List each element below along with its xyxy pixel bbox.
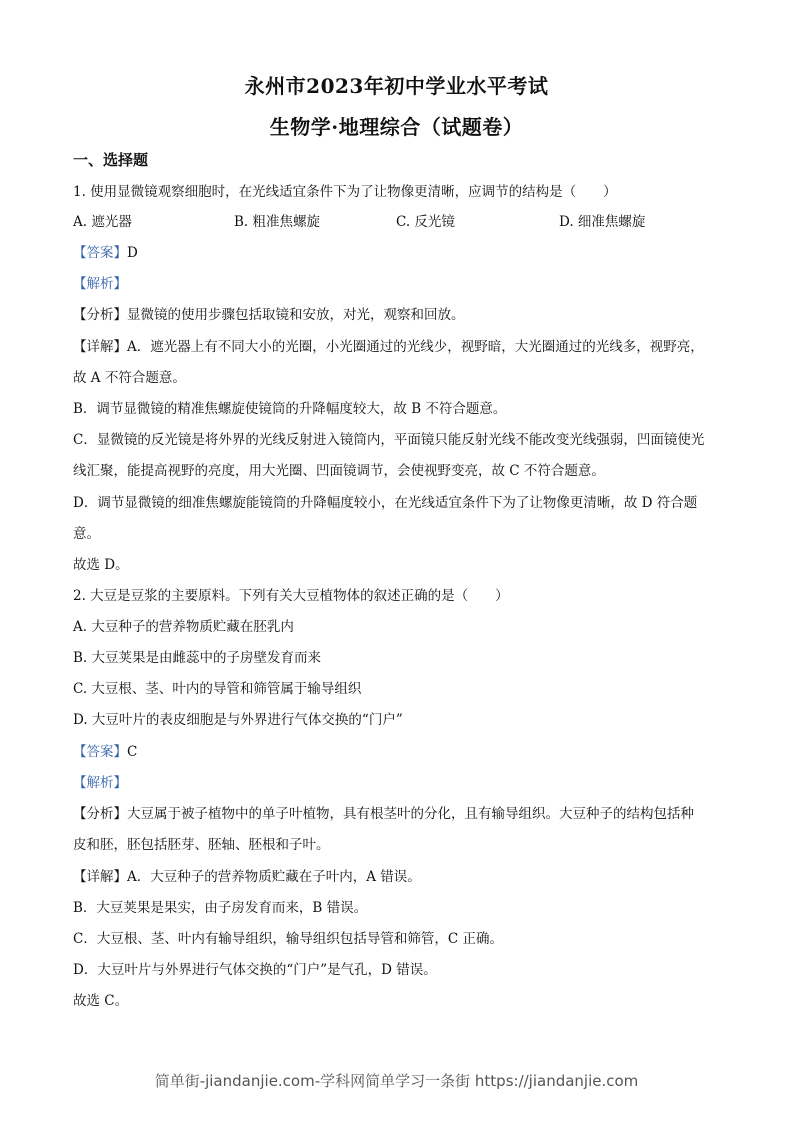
q2-xiangjie-text: A．大豆种子的营养物质贮藏在子叶内，A 错误。 bbox=[127, 869, 421, 885]
q2-answer bbox=[73, 742, 723, 762]
q1-answer-value: D bbox=[127, 245, 138, 261]
document-subtitle: 生物学·地理综合（试题卷） bbox=[269, 115, 524, 139]
answer-tag: 【答案】 bbox=[73, 744, 127, 760]
q1-line-5: 线汇聚，能提高视野的亮度，用大光圈、凹面镜调节，会使视野变亮，故 C 不符合题意。 bbox=[73, 463, 605, 479]
q1-line-7: 意。 bbox=[73, 526, 100, 542]
fenxi-tag: 【分析】 bbox=[73, 806, 127, 822]
q1-line-4: C．显微镜的反光镜是将外界的光线反射进入镜筒内，平面镜只能反射光线不能改变光线强弱，凹面镜使光 bbox=[73, 432, 705, 448]
q1-option-d: D. 细准焦螺旋 bbox=[559, 214, 646, 230]
q1-line-2: 故 A 不符合题意。 bbox=[73, 370, 186, 386]
q2-fenxi-line-2: 皮和胚，胚包括胚芽、胚轴、胚根和子叶。 bbox=[73, 837, 330, 853]
q1-fenxi-text: 显微镜的使用步骤包括取镜和安放，对光，观察和回放。 bbox=[127, 307, 465, 323]
q1-xiangjie bbox=[73, 337, 723, 357]
q2-answer-value: C bbox=[127, 744, 138, 760]
xiangjie-tag: 【详解】 bbox=[73, 339, 127, 355]
q2-fenxi-text: 大豆属于被子植物中的单子叶植物，具有根茎叶的分化，且有输导组织。大豆种子的结构包括种 bbox=[127, 806, 694, 822]
q1-option-a: A. 遮光器 bbox=[73, 214, 132, 230]
q2-option-b: B. 大豆荚果是由雌蕊中的子房壁发育而来 bbox=[73, 650, 322, 666]
q2-option-c: C. 大豆根、茎、叶内的导管和筛管属于输导组织 bbox=[73, 681, 362, 697]
q1-option-c: C. 反光镜 bbox=[396, 214, 455, 230]
section-heading: 一、选择题 bbox=[73, 151, 149, 169]
footer-watermark: 简单街-jiandanjie.com-学科网简单学习一条街 https://jiandanjie.com bbox=[154, 1072, 639, 1090]
q2-line-3: C．大豆根、茎、叶内有输导组织，输导组织包括导管和筛管，C 正确。 bbox=[73, 931, 503, 947]
q1-stem: 1. 使用显微镜观察细胞时，在光线适宜条件下为了让物像更清晰，应调节的结构是（ ） bbox=[73, 184, 617, 200]
q2-fenxi bbox=[73, 804, 723, 824]
fenxi-tag: 【分析】 bbox=[73, 307, 127, 323]
q2-analysis-tag: 【解析】 bbox=[73, 775, 127, 791]
q1-line-6: D．调节显微镜的细准焦螺旋能镜筒的升降幅度较小，在光线适宜条件下为了让物像更清晰，故 D 符合题 bbox=[73, 495, 698, 511]
q2-line-4: D．大豆叶片与外界进行气体交换的“门户”是气孔，D 错误。 bbox=[73, 962, 437, 978]
document-title: 永州市2023年初中学业水平考试 bbox=[244, 74, 549, 98]
q2-conclusion: 故选 C。 bbox=[73, 993, 129, 1009]
q1-xiangjie-text: A．遮光器上有不同大小的光圈，小光圈通过的光线少，视野暗，大光圈通过的光线多，视野亮， bbox=[127, 339, 704, 355]
answer-tag: 【答案】 bbox=[73, 245, 127, 261]
xiangjie-tag: 【详解】 bbox=[73, 869, 127, 885]
q1-option-b: B. 粗准焦螺旋 bbox=[234, 214, 321, 230]
q2-line-2: B．大豆荚果是果实，由子房发育而来，B 错误。 bbox=[73, 900, 368, 916]
q2-stem: 2. 大豆是豆浆的主要原料。下列有关大豆植物体的叙述正确的是（ ） bbox=[73, 588, 509, 604]
q1-analysis-tag: 【解析】 bbox=[73, 276, 127, 292]
q1-fenxi bbox=[73, 305, 723, 325]
q1-line-3: B．调节显微镜的精准焦螺旋使镜筒的升降幅度较大，故 B 不符合题意。 bbox=[73, 401, 507, 417]
q2-option-a: A. 大豆种子的营养物质贮藏在胚乳内 bbox=[73, 619, 294, 635]
q1-conclusion: 故选 D。 bbox=[73, 557, 129, 573]
q1-answer bbox=[73, 243, 723, 263]
q2-option-d: D. 大豆叶片的表皮细胞是与外界进行气体交换的“门户” bbox=[73, 712, 403, 728]
q2-xiangjie bbox=[73, 867, 723, 887]
